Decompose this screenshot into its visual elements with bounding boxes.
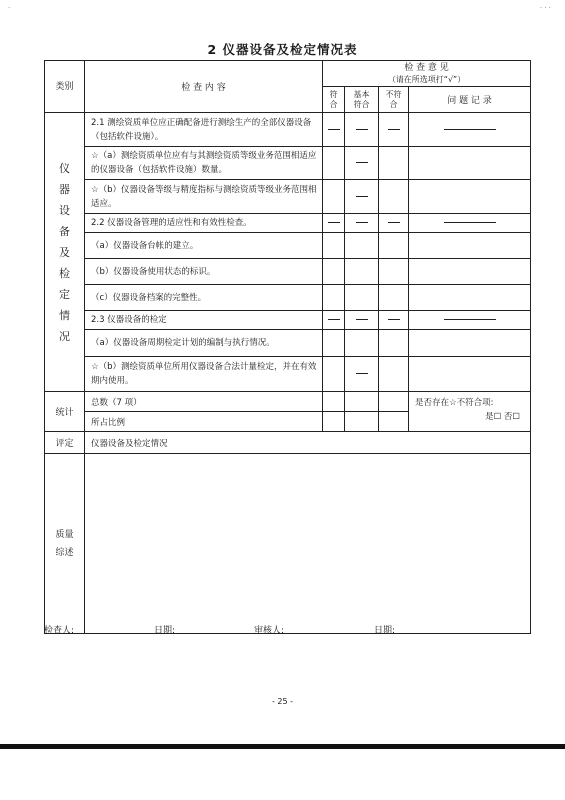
summary-label: 质量综述 (45, 454, 85, 634)
record-cell[interactable] (409, 233, 531, 259)
total-nonconform-cell[interactable] (379, 392, 409, 412)
dash-mark (356, 196, 368, 197)
dash-mark (356, 319, 368, 320)
record-cell[interactable] (409, 311, 531, 330)
nonconform-cell[interactable] (379, 113, 409, 147)
dash-mark (328, 319, 340, 320)
dash-mark (328, 129, 340, 130)
nonconform-cell[interactable] (379, 285, 409, 311)
summary-area[interactable] (85, 454, 531, 634)
item-text: 2.3 仪器设备的检定 (85, 311, 323, 330)
dash-mark (356, 129, 368, 130)
header-row-1 (45, 61, 531, 87)
date-label-1: 日期: (154, 626, 176, 636)
conform-cell[interactable] (323, 357, 345, 392)
conform-cell[interactable] (323, 285, 345, 311)
basic-conform-cell[interactable] (345, 311, 379, 330)
table-row (45, 214, 531, 233)
nonconform-header: 不符合 (379, 87, 409, 113)
table-row (45, 233, 531, 259)
basic-conform-cell[interactable] (345, 233, 379, 259)
conform-header: 符合 (323, 87, 345, 113)
item-text: （b）仪器设备使用状态的标识。 (85, 259, 323, 285)
page-title: 2 仪器设备及检定情况表 (207, 42, 358, 57)
date-label-2: 日期: (374, 626, 396, 636)
record-cell[interactable] (409, 180, 531, 214)
basic-conform-cell[interactable] (345, 285, 379, 311)
conform-cell[interactable] (323, 147, 345, 180)
dash-mark (356, 222, 368, 223)
summary-row (45, 454, 531, 634)
conform-cell[interactable] (323, 311, 345, 330)
evaluation-row (45, 432, 531, 454)
basic-conform-cell[interactable] (345, 147, 379, 180)
dash-mark (356, 373, 368, 374)
opinion-title: 检 查 意 见 (404, 62, 449, 73)
stats-row-total (45, 392, 531, 412)
conform-cell[interactable] (323, 259, 345, 285)
table-row (45, 180, 531, 214)
conform-cell[interactable] (323, 113, 345, 147)
dash-mark (356, 162, 368, 163)
table-row (45, 113, 531, 147)
record-cell[interactable] (409, 259, 531, 285)
item-text: （a）仪器设备周期检定计划的编制与执行情况。 (85, 330, 323, 357)
basic-conform-cell[interactable] (345, 357, 379, 392)
table-row (45, 259, 531, 285)
ratio-conform-cell[interactable] (323, 412, 345, 432)
inspector-label: 检查人: (44, 626, 75, 636)
record-cell[interactable] (409, 285, 531, 311)
top-left-mark: · (8, 4, 11, 12)
nonconform-cell[interactable] (379, 147, 409, 180)
stats-label: 统计 (45, 392, 85, 432)
nonconform-cell[interactable] (379, 357, 409, 392)
opinion-note: （请在所选项打“√”） (387, 74, 466, 84)
long-dash-mark (444, 129, 496, 130)
evaluation-text: 仪器设备及检定情况 (85, 432, 531, 454)
basic-conform-header: 基本符合 (345, 87, 379, 113)
item-text: 2.1 测绘资质单位应正确配备进行测绘生产的全部仪器设备（包括软件设施）。 (85, 113, 323, 147)
table-row (45, 147, 531, 180)
item-text: （c）仪器设备档案的完整性。 (85, 285, 323, 311)
page-number: - 25 - (271, 697, 294, 706)
table-row (45, 357, 531, 392)
ratio-basic-cell[interactable] (345, 412, 379, 432)
nonconform-cell[interactable] (379, 259, 409, 285)
basic-conform-cell[interactable] (345, 113, 379, 147)
long-dash-mark (444, 222, 496, 223)
item-text: ☆（b）仪器设备等级与精度指标与测绘资质等级业务范围相适应。 (85, 180, 323, 214)
basic-conform-cell[interactable] (345, 180, 379, 214)
stats-ratio: 所占比例 (85, 412, 323, 432)
opinion-header (323, 61, 531, 87)
table-row (45, 285, 531, 311)
total-conform-cell[interactable] (323, 392, 345, 412)
item-text: 2.2 仪器设备管理的适应性和有效性检查。 (85, 214, 323, 233)
nonconform-cell[interactable] (379, 233, 409, 259)
item-text: ☆（a）测绘资质单位应有与其测绘资质等级业务范围相适应的仪器设备（包括软件设施）数量。 (85, 147, 323, 180)
question-text: 是否存在☆不符合项: (415, 398, 494, 408)
yes-no-checkboxes[interactable]: 是☐ 否☐ (485, 412, 521, 422)
nonconform-cell[interactable] (379, 330, 409, 357)
long-dash-mark (444, 319, 496, 320)
record-cell[interactable] (409, 357, 531, 392)
record-cell[interactable] (409, 113, 531, 147)
item-text: （a）仪器设备台帐的建立。 (85, 233, 323, 259)
top-right-mark: · · · (539, 4, 551, 12)
inspection-table (44, 60, 531, 634)
nonconform-cell[interactable] (379, 311, 409, 330)
record-cell[interactable] (409, 330, 531, 357)
total-basic-cell[interactable] (345, 392, 379, 412)
basic-conform-cell[interactable] (345, 214, 379, 233)
table-row (45, 311, 531, 330)
basic-conform-cell[interactable] (345, 330, 379, 357)
item-text: ☆（b）测绘资质单位所用仪器设备合法计量检定，并在有效期内使用。 (85, 357, 323, 392)
scan-border (0, 744, 565, 749)
basic-conform-cell[interactable] (345, 259, 379, 285)
dash-mark (388, 129, 400, 130)
reviewer-label: 审核人: (254, 626, 285, 636)
conform-cell[interactable] (323, 214, 345, 233)
evaluation-label: 评定 (45, 432, 85, 454)
record-cell[interactable] (409, 147, 531, 180)
conform-cell[interactable] (323, 233, 345, 259)
conform-cell[interactable] (323, 180, 345, 214)
stats-total: 总数（7 项） (85, 392, 323, 412)
dash-mark (388, 222, 400, 223)
content-header: 检 查 内 容 (85, 61, 323, 113)
section-label: 仪 器 设 备 及 检 定 情 况 (45, 113, 85, 392)
ratio-nonconform-cell[interactable] (379, 412, 409, 432)
record-cell[interactable] (409, 214, 531, 233)
dash-mark (328, 222, 340, 223)
problem-record-header: 问 题 记 录 (409, 87, 531, 113)
nonconform-question (409, 392, 531, 432)
nonconform-cell[interactable] (379, 214, 409, 233)
dash-mark (388, 319, 400, 320)
category-header: 类别 (45, 61, 85, 113)
table-row (45, 330, 531, 357)
conform-cell[interactable] (323, 330, 345, 357)
nonconform-cell[interactable] (379, 180, 409, 214)
